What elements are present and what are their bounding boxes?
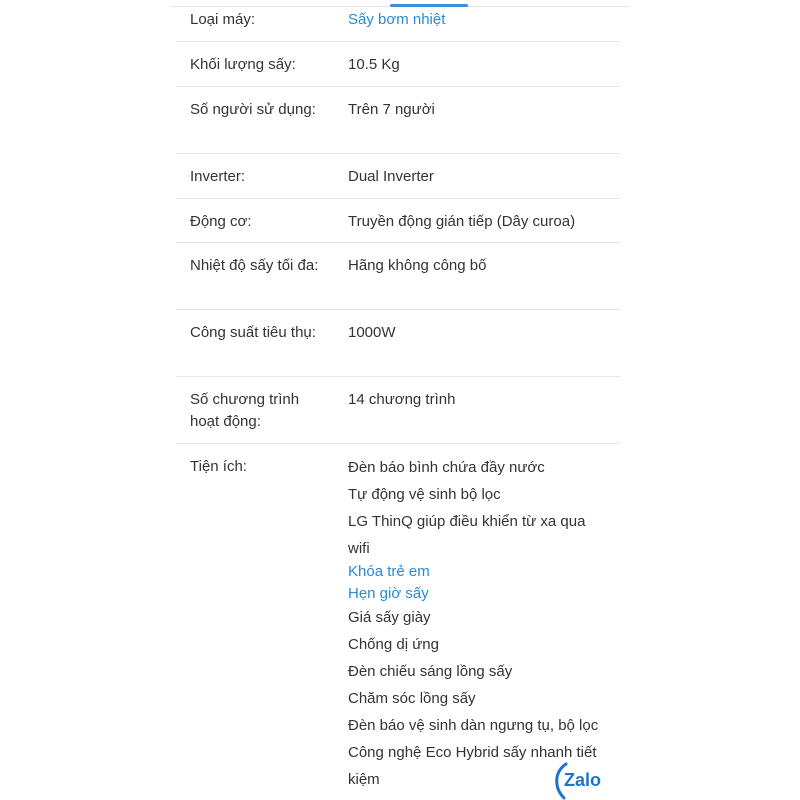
spec-row-power (176, 310, 620, 377)
spec-label: Loại máy: (190, 11, 256, 28)
spec-label: Động cơ: (190, 213, 252, 230)
spec-value: 1000W (348, 324, 396, 341)
spec-label: Tiện ích: (190, 458, 247, 475)
spec-row-capacity (176, 42, 620, 87)
spec-label: Khối lượng sấy: (190, 56, 296, 73)
spec-value: Hãng không công bố (348, 257, 487, 274)
list-item: Giá sấy giày (348, 609, 431, 626)
spec-row-max-temp (176, 243, 620, 310)
feature-link-timer[interactable]: Hẹn giờ sấy (348, 585, 429, 602)
list-item: Chống dị ứng (348, 636, 439, 653)
list-item: LG ThinQ giúp điều khiển từ xa qua wifi (348, 513, 586, 557)
spec-value: Trên 7 người (348, 101, 435, 118)
list-item: Đèn báo bình chứa đầy nước (348, 459, 545, 476)
spec-value-link[interactable]: Sấy bơm nhiệt (348, 11, 446, 28)
list-item: Công nghệ Eco Hybrid sấy nhanh tiết kiệm (348, 744, 597, 788)
spec-value: Dual Inverter (348, 168, 434, 185)
spec-row-machine-type (176, 0, 620, 42)
list-item: Tự động vệ sinh bộ lọc (348, 486, 501, 503)
zalo-label: Zalo (564, 770, 602, 790)
spec-label: Công suất tiêu thụ: (190, 324, 316, 341)
list-item: Chăm sóc lồng sấy (348, 690, 476, 707)
spec-value: Truyền động gián tiếp (Dây curoa) (348, 213, 576, 230)
spec-label: Số người sử dụng: (190, 101, 316, 118)
spec-row-motor (176, 199, 620, 243)
zalo-chat-button[interactable] (552, 758, 612, 800)
list-item: Đèn báo vệ sinh dàn ngưng tụ, bộ lọc (348, 717, 599, 734)
spec-row-users (176, 87, 620, 154)
spec-value: 10.5 Kg (348, 56, 400, 73)
spec-row-inverter (176, 154, 620, 199)
spec-table (176, 0, 620, 800)
spec-label: Nhiệt độ sấy tối đa: (190, 257, 319, 274)
spec-row-features (176, 444, 620, 800)
spec-label: Inverter: (190, 168, 246, 185)
list-item: Đèn chiếu sáng lồng sấy (348, 663, 513, 680)
spec-row-programs (176, 377, 620, 444)
feature-link-child-lock[interactable]: Khóa trẻ em (348, 563, 430, 580)
spec-value: 14 chương trình (348, 391, 456, 408)
spec-label: Số chương trình hoạt động: (190, 391, 300, 430)
